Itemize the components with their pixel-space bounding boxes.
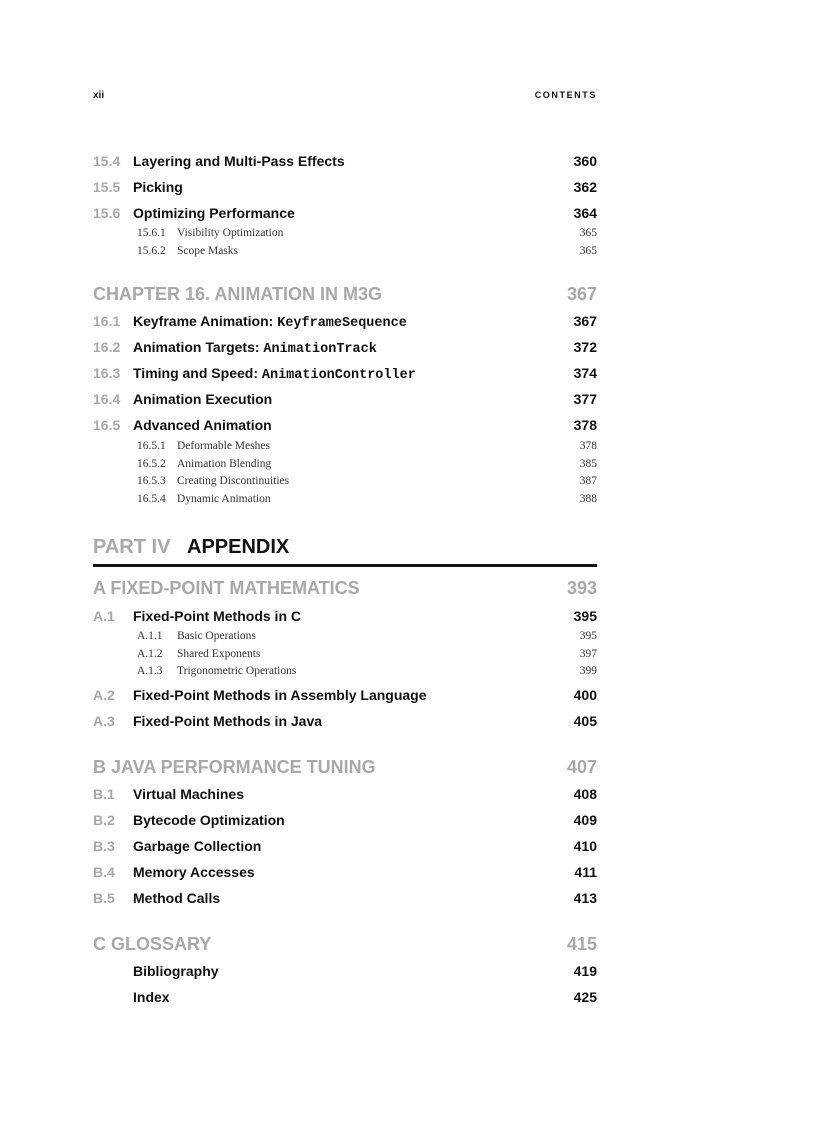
entry-title: Index xyxy=(133,989,170,1005)
subsection-page: 365 xyxy=(579,245,597,257)
subsection-number: 15.6.2 xyxy=(137,245,166,257)
section-title: Animation Execution xyxy=(133,391,273,407)
part-title: APPENDIX xyxy=(187,536,290,558)
section-number: A.1 xyxy=(93,608,115,624)
toc-entry-b-4[interactable] xyxy=(93,864,597,884)
toc-entry-b-1[interactable] xyxy=(93,786,597,806)
part-iv-heading[interactable] xyxy=(93,536,597,567)
subsection-title: Dynamic Animation xyxy=(177,493,271,505)
section-title: Animation Targets: AnimationTrack xyxy=(133,339,377,357)
section-title: Advanced Animation xyxy=(133,417,272,433)
subsection-page: 395 xyxy=(579,630,597,642)
toc-entry-a-1[interactable] xyxy=(93,608,597,628)
section-title: Memory Accesses xyxy=(133,864,255,880)
subsection-number: 16.5.1 xyxy=(137,440,166,452)
subsection-title: Visibility Optimization xyxy=(177,227,284,239)
section-number: B.3 xyxy=(93,838,115,854)
subsection-number: 16.5.2 xyxy=(137,458,166,470)
toc-entry-15-4[interactable] xyxy=(93,153,597,173)
section-page: 360 xyxy=(573,153,597,169)
appendix-title: B JAVA PERFORMANCE TUNING xyxy=(93,757,376,777)
section-number: B.1 xyxy=(93,786,115,802)
toc-subentry-15-6-2[interactable] xyxy=(137,245,597,261)
appendix-b-heading[interactable] xyxy=(93,757,597,781)
chapter-title: CHAPTER 16. ANIMATION IN M3G xyxy=(93,284,383,304)
toc-subentry-a-1-2[interactable] xyxy=(137,648,597,664)
section-page: 367 xyxy=(573,313,597,329)
section-page: 362 xyxy=(573,179,597,195)
section-number: B.5 xyxy=(93,890,115,906)
chapter-page: 367 xyxy=(566,284,597,304)
section-page: 405 xyxy=(573,713,597,729)
toc-entry-a-3[interactable] xyxy=(93,713,597,733)
section-page: 408 xyxy=(573,786,597,802)
subsection-number: 16.5.4 xyxy=(137,493,166,505)
section-number: A.3 xyxy=(93,713,115,729)
subsection-title: Animation Blending xyxy=(177,458,272,470)
running-title: CONTENTS xyxy=(534,90,597,100)
toc-entry-16-1[interactable] xyxy=(93,313,597,333)
appendix-a-heading[interactable] xyxy=(93,578,597,602)
subsection-title: Trigonometric Operations xyxy=(177,665,297,677)
section-number: A.2 xyxy=(93,687,115,703)
section-title: Virtual Machines xyxy=(133,786,245,802)
section-number: 16.1 xyxy=(93,313,121,329)
toc-entry-16-4[interactable] xyxy=(93,391,597,411)
toc-subentry-16-5-2[interactable] xyxy=(137,458,597,474)
section-title: Bytecode Optimization xyxy=(133,812,285,828)
code-class-name: AnimationController xyxy=(261,368,416,383)
toc-subentry-a-1-3[interactable] xyxy=(137,665,597,681)
toc-subentry-a-1-1[interactable] xyxy=(137,630,597,646)
subsection-number: 15.6.1 xyxy=(137,227,166,239)
section-page: 411 xyxy=(574,864,597,880)
section-page: 374 xyxy=(573,365,597,381)
section-title: Fixed-Point Methods in C xyxy=(133,608,301,624)
section-page: 400 xyxy=(573,687,597,703)
appendix-page: 415 xyxy=(566,934,597,954)
section-number: 15.6 xyxy=(93,205,121,221)
toc-subentry-15-6-1[interactable] xyxy=(137,227,597,243)
subsection-page: 399 xyxy=(579,665,597,677)
section-title: Optimizing Performance xyxy=(133,205,295,221)
section-page: 377 xyxy=(573,391,597,407)
toc-subentry-16-5-1[interactable] xyxy=(137,440,597,456)
section-title: Garbage Collection xyxy=(133,838,262,854)
subsection-page: 365 xyxy=(579,227,597,239)
section-page: 395 xyxy=(573,608,597,624)
section-number: 16.4 xyxy=(93,391,121,407)
section-number: 16.5 xyxy=(93,417,121,433)
section-title: Fixed-Point Methods in Java xyxy=(133,713,323,729)
code-class-name: KeyframeSequence xyxy=(277,316,407,331)
toc-entry-b-3[interactable] xyxy=(93,838,597,858)
code-class-name: AnimationTrack xyxy=(263,342,377,357)
appendix-title: C GLOSSARY xyxy=(93,934,212,954)
toc-entry-b-2[interactable] xyxy=(93,812,597,832)
subsection-page: 397 xyxy=(579,648,597,660)
toc-entry-a-2[interactable] xyxy=(93,687,597,707)
subsection-title: Shared Exponents xyxy=(177,648,261,660)
subsection-number: 16.5.3 xyxy=(137,475,166,487)
subsection-title: Creating Discontinuities xyxy=(177,475,290,487)
subsection-number: A.1.3 xyxy=(137,665,163,677)
section-page: 372 xyxy=(573,339,597,355)
subsection-title: Basic Operations xyxy=(177,630,256,642)
subsection-page: 385 xyxy=(579,458,597,470)
section-title: Picking xyxy=(133,179,183,195)
part-label: PART IV xyxy=(93,536,171,558)
toc-subentry-16-5-3[interactable] xyxy=(137,475,597,491)
section-page: 409 xyxy=(573,812,597,828)
subsection-page: 387 xyxy=(579,475,597,487)
subsection-number: A.1.2 xyxy=(137,648,163,660)
section-title: Layering and Multi-Pass Effects xyxy=(133,153,345,169)
appendix-c-heading[interactable] xyxy=(93,934,597,958)
subsection-title: Deformable Meshes xyxy=(177,440,270,452)
section-number: 16.3 xyxy=(93,365,121,381)
page-number: xii xyxy=(93,90,105,101)
subsection-page: 378 xyxy=(579,440,597,452)
section-title: Fixed-Point Methods in Assembly Language xyxy=(133,687,427,703)
appendix-title: A FIXED-POINT MATHEMATICS xyxy=(93,578,360,598)
section-title: Method Calls xyxy=(133,890,221,906)
section-page: 410 xyxy=(573,838,597,854)
chapter-16-heading[interactable] xyxy=(93,284,597,308)
section-number: 16.2 xyxy=(93,339,121,355)
appendix-page: 407 xyxy=(566,757,597,777)
section-page: 364 xyxy=(573,205,597,221)
toc-entry-15-6[interactable] xyxy=(93,205,597,225)
toc-entry-15-5[interactable] xyxy=(93,179,597,199)
section-number: B.2 xyxy=(93,812,115,828)
section-page: 413 xyxy=(573,890,597,906)
section-number: 15.4 xyxy=(93,153,121,169)
section-number: B.4 xyxy=(93,864,115,880)
entry-page: 425 xyxy=(573,989,597,1005)
toc-entry-b-5[interactable] xyxy=(93,890,597,910)
subsection-page: 388 xyxy=(579,493,597,505)
entry-page: 419 xyxy=(573,963,597,979)
subsection-title: Scope Masks xyxy=(177,245,239,257)
section-title: Timing and Speed: AnimationController xyxy=(133,365,416,383)
entry-title: Bibliography xyxy=(133,963,219,979)
toc-entry-16-5[interactable] xyxy=(93,417,597,437)
toc-subentry-16-5-4[interactable] xyxy=(137,493,597,509)
toc-entry-index[interactable] xyxy=(93,989,597,1009)
section-number: 15.5 xyxy=(93,179,121,195)
toc-entry-16-3[interactable] xyxy=(93,365,597,385)
subsection-number: A.1.1 xyxy=(137,630,163,642)
section-page: 378 xyxy=(573,417,597,433)
appendix-page: 393 xyxy=(566,578,597,598)
toc-entry-bibliography[interactable] xyxy=(93,963,597,983)
section-title: Keyframe Animation: KeyframeSequence xyxy=(133,313,407,331)
toc-entry-16-2[interactable] xyxy=(93,339,597,359)
